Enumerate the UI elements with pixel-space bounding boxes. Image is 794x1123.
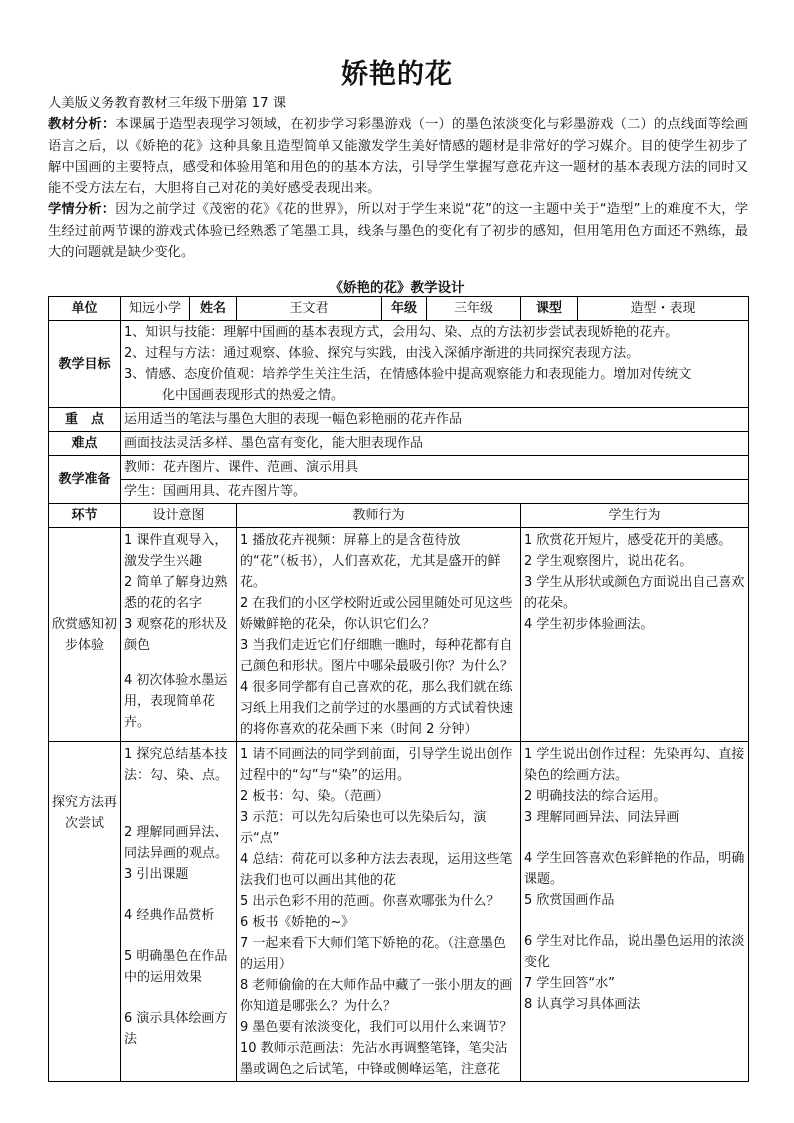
stage2-intent-item: 4 经典作品赏析	[124, 908, 215, 923]
stage1-intent	[121, 528, 237, 742]
stage2-student-item: 4 学生回答喜欢色彩鲜艳的作品，明确课题。	[524, 851, 745, 887]
material-analysis	[48, 114, 748, 199]
intro-section	[48, 93, 748, 263]
stage1-student-item: 3 学生从形状或颜色方面说出自己喜欢的花朵。	[524, 575, 745, 611]
stage2-intent-item: 2 理解同画异法、同法异画的观点。	[124, 825, 229, 861]
key-label: 重 点	[49, 408, 121, 432]
page-title: 娇艳的花	[341, 59, 453, 90]
student-analysis-text: 因为之前学过《茂密的花》《花的世界》，所以对于学生来说“花”的这一主题中关于“造型”上的难度不大，学生经过前两节课的游戏式体验已经熟悉了笔墨工具，线条与墨色的变化有了初步的感知，但用笔用色方面还不熟练，最大的问题就是缺少变化。	[48, 202, 748, 261]
prep-label: 教学准备	[49, 456, 121, 504]
stage1-student-item: 2 学生观察图片，说出花名。	[524, 554, 693, 569]
key-point-row	[49, 408, 749, 432]
stage1-row	[49, 528, 749, 742]
stage2-teacher-item: 4 总结：荷花可以多种方法去表现，运用这些笔法我们也可以画出其他的花	[240, 852, 513, 888]
stage1-teacher-item: 1 播放花卉视频：屏幕上的是含苞待放的“花”（板书），人们喜欢花，尤其是盛开的鲜花。	[240, 533, 501, 590]
stage2-student-item: 3 理解同画异法、同法异画	[524, 810, 680, 825]
stage2-teacher-item: 6 板书《娇艳的~》	[240, 915, 355, 930]
stage2-student-item: 8 认真学习具体画法	[524, 997, 641, 1012]
stage1-intent-item: 3 观察花的形状及颜色	[124, 617, 228, 653]
key-value: 运用适当的笔法与墨色大胆的表现一幅色彩艳丽的花卉作品	[121, 408, 749, 432]
goals-cell	[121, 321, 749, 408]
stage2-teacher-item: 9 墨色要有浓淡变化，我们可以用什么来调节？	[240, 1020, 513, 1035]
process-header-row	[49, 504, 749, 528]
stage2-student-item: 5 欣赏国画作品	[524, 893, 615, 908]
prep-row-student	[49, 480, 749, 504]
stage1-teacher-item: 2 在我们的小区学校附近或公园里随处可见这些娇嫩鲜艳的花朵，你认识它们么？	[240, 596, 513, 632]
stage1-student	[521, 528, 749, 742]
goal-item: 1、知识与技能：理解中国画的基本表现方式，会用勾、染、点的方法初步尝试表现娇艳的花卉。	[124, 325, 679, 340]
type-value: 造型・表现	[578, 297, 749, 321]
source-line: 人美版义务教育教材三年级下册第 17 课	[48, 96, 287, 111]
student-header: 学生行为	[521, 504, 749, 528]
goal-item: 2、过程与方法：通过观察、体验、探究与实践，由浅入深循序渐进的共同探究表现方法。	[124, 346, 640, 361]
goal-item: 3、情感、态度价值观：培养学生关注生活，在情感体验中提高观察能力和表现能力。增加对传统文	[124, 367, 692, 382]
prep-teacher: 教师：花卉图片、课件、范画、演示用具	[121, 456, 749, 480]
unit-value: 知远小学	[121, 297, 190, 321]
stage1-teacher-item: 4 很多同学都有自己喜欢的花，那么我们就在练习纸上用我们之前学过的水墨画的方式试着快速的将你喜欢的花朵画下来（时间 2 分钟）	[240, 680, 514, 737]
stage2-intent-item: 1 探究总结基本技法：勾、染、点。	[124, 747, 229, 783]
stage2-teacher-item: 10 教师示范画法：先沾水再调整笔锋，笔尖沾墨或调色之后试笔，中锋或侧峰运笔，注意花	[240, 1041, 508, 1077]
stage-header: 环节	[49, 504, 121, 528]
goals-row	[49, 321, 749, 408]
info-row	[49, 297, 749, 321]
type-label: 课型	[521, 297, 578, 321]
stage1-teacher	[237, 528, 521, 742]
prep-row-teacher	[49, 456, 749, 480]
stage1-student-item: 1 欣赏花开短片，感受花开的美感。	[524, 533, 732, 548]
unit-label: 单位	[49, 297, 121, 321]
stage2-teacher-item: 7 一起来看下大师们笔下娇艳的花。（注意墨色的运用）	[240, 936, 506, 972]
stage2-row	[49, 742, 749, 1082]
stage2-intent	[121, 742, 237, 1082]
student-analysis	[48, 199, 748, 263]
stage1-intent-item: 4 初次体验水墨运用，表现简单花卉。	[124, 673, 228, 730]
stage2-student-item: 2 明确技法的综合运用。	[524, 789, 667, 804]
stage2-teacher-item: 5 出示色彩不用的范画。你喜欢哪张为什么？	[240, 894, 500, 909]
stage2-intent-item: 6 演示具体绘画方法	[124, 1011, 228, 1047]
stage2-student-item: 6 学生对比作品，说出墨色运用的浓淡变化	[524, 934, 745, 970]
stage1-intent-item: 2 简单了解身边熟悉的花的名字	[124, 575, 228, 611]
name-label: 姓名	[190, 297, 237, 321]
difficulty-label: 难点	[49, 432, 121, 456]
stage2-name: 探究方法再次尝试	[49, 742, 121, 1082]
stage2-student-item: 7 学生回答“水”	[524, 976, 615, 991]
difficulty-row	[49, 432, 749, 456]
stage2-student-item: 1 学生说出创作过程：先染再勾、直接染色的绘画方法。	[524, 747, 745, 783]
lesson-plan-table	[48, 296, 749, 1082]
teacher-header: 教师行为	[237, 504, 521, 528]
name-value: 王文君	[237, 297, 382, 321]
stage1-student-item: 4 学生初步体验画法。	[524, 617, 654, 632]
stage2-teacher-item: 8 老师偷偷的在大师作品中藏了一张小朋友的画你知道是哪张么？为什么？	[240, 978, 513, 1014]
goals-label: 教学目标	[49, 321, 121, 408]
stage1-intent-item: 1 课件直观导入，激发学生兴趣	[124, 533, 228, 569]
goal-item: 化中国画表现形式的热爱之情。	[162, 388, 345, 403]
material-analysis-text: 本课属于造型表现学习领域，在初步学习彩墨游戏（一）的墨色浓淡变化与彩墨游戏（二）的点线面等绘画语言之后，以《娇艳的花》这种具象且造型简单又能激发学生美好情感的题材是非常好的学习媒介。目的使学生初步了解中国画的主要特点，感受和体验用笔和用色的的基本方法，引导学生掌握写意花卉这一题材的基本表现方法的同时又能不受方法左右，大胆将自己对花的美好感受表现出来。	[48, 117, 749, 197]
stage2-intent-item: 3 引出课题	[124, 867, 189, 882]
difficulty-value: 画面技法灵活多样、墨色富有变化，能大胆表现作品	[121, 432, 749, 456]
intent-header: 设计意图	[121, 504, 237, 528]
design-title: 《娇艳的花》教学设计	[329, 280, 465, 296]
stage1-teacher-item: 3 当我们走近它们仔细瞧一瞧时，每种花都有自己颜色和形状。图片中哪朵最吸引你？为什么？	[240, 638, 514, 674]
stage2-intent-item: 5 明确墨色在作品中的运用效果	[124, 949, 228, 985]
stage2-teacher-item: 3 示范：可以先勾后染也可以先染后勾，演示“点”	[240, 810, 487, 846]
stage2-teacher-item: 2 板书：勾、染。（范画）	[240, 789, 389, 804]
stage1-name: 欣赏感知初步体验	[49, 528, 121, 742]
stage2-student	[521, 742, 749, 1082]
prep-student: 学生：国画用具、花卉图片等。	[121, 480, 749, 504]
stage2-teacher-item: 1 请不同画法的同学到前面，引导学生说出创作过程中的“勾”与“染”的运用。	[240, 747, 513, 783]
student-analysis-label: 学情分析：	[48, 202, 116, 218]
grade-value: 三年级	[427, 297, 521, 321]
stage2-teacher	[237, 742, 521, 1082]
grade-label: 年级	[382, 297, 427, 321]
material-analysis-label: 教材分析：	[48, 117, 116, 133]
